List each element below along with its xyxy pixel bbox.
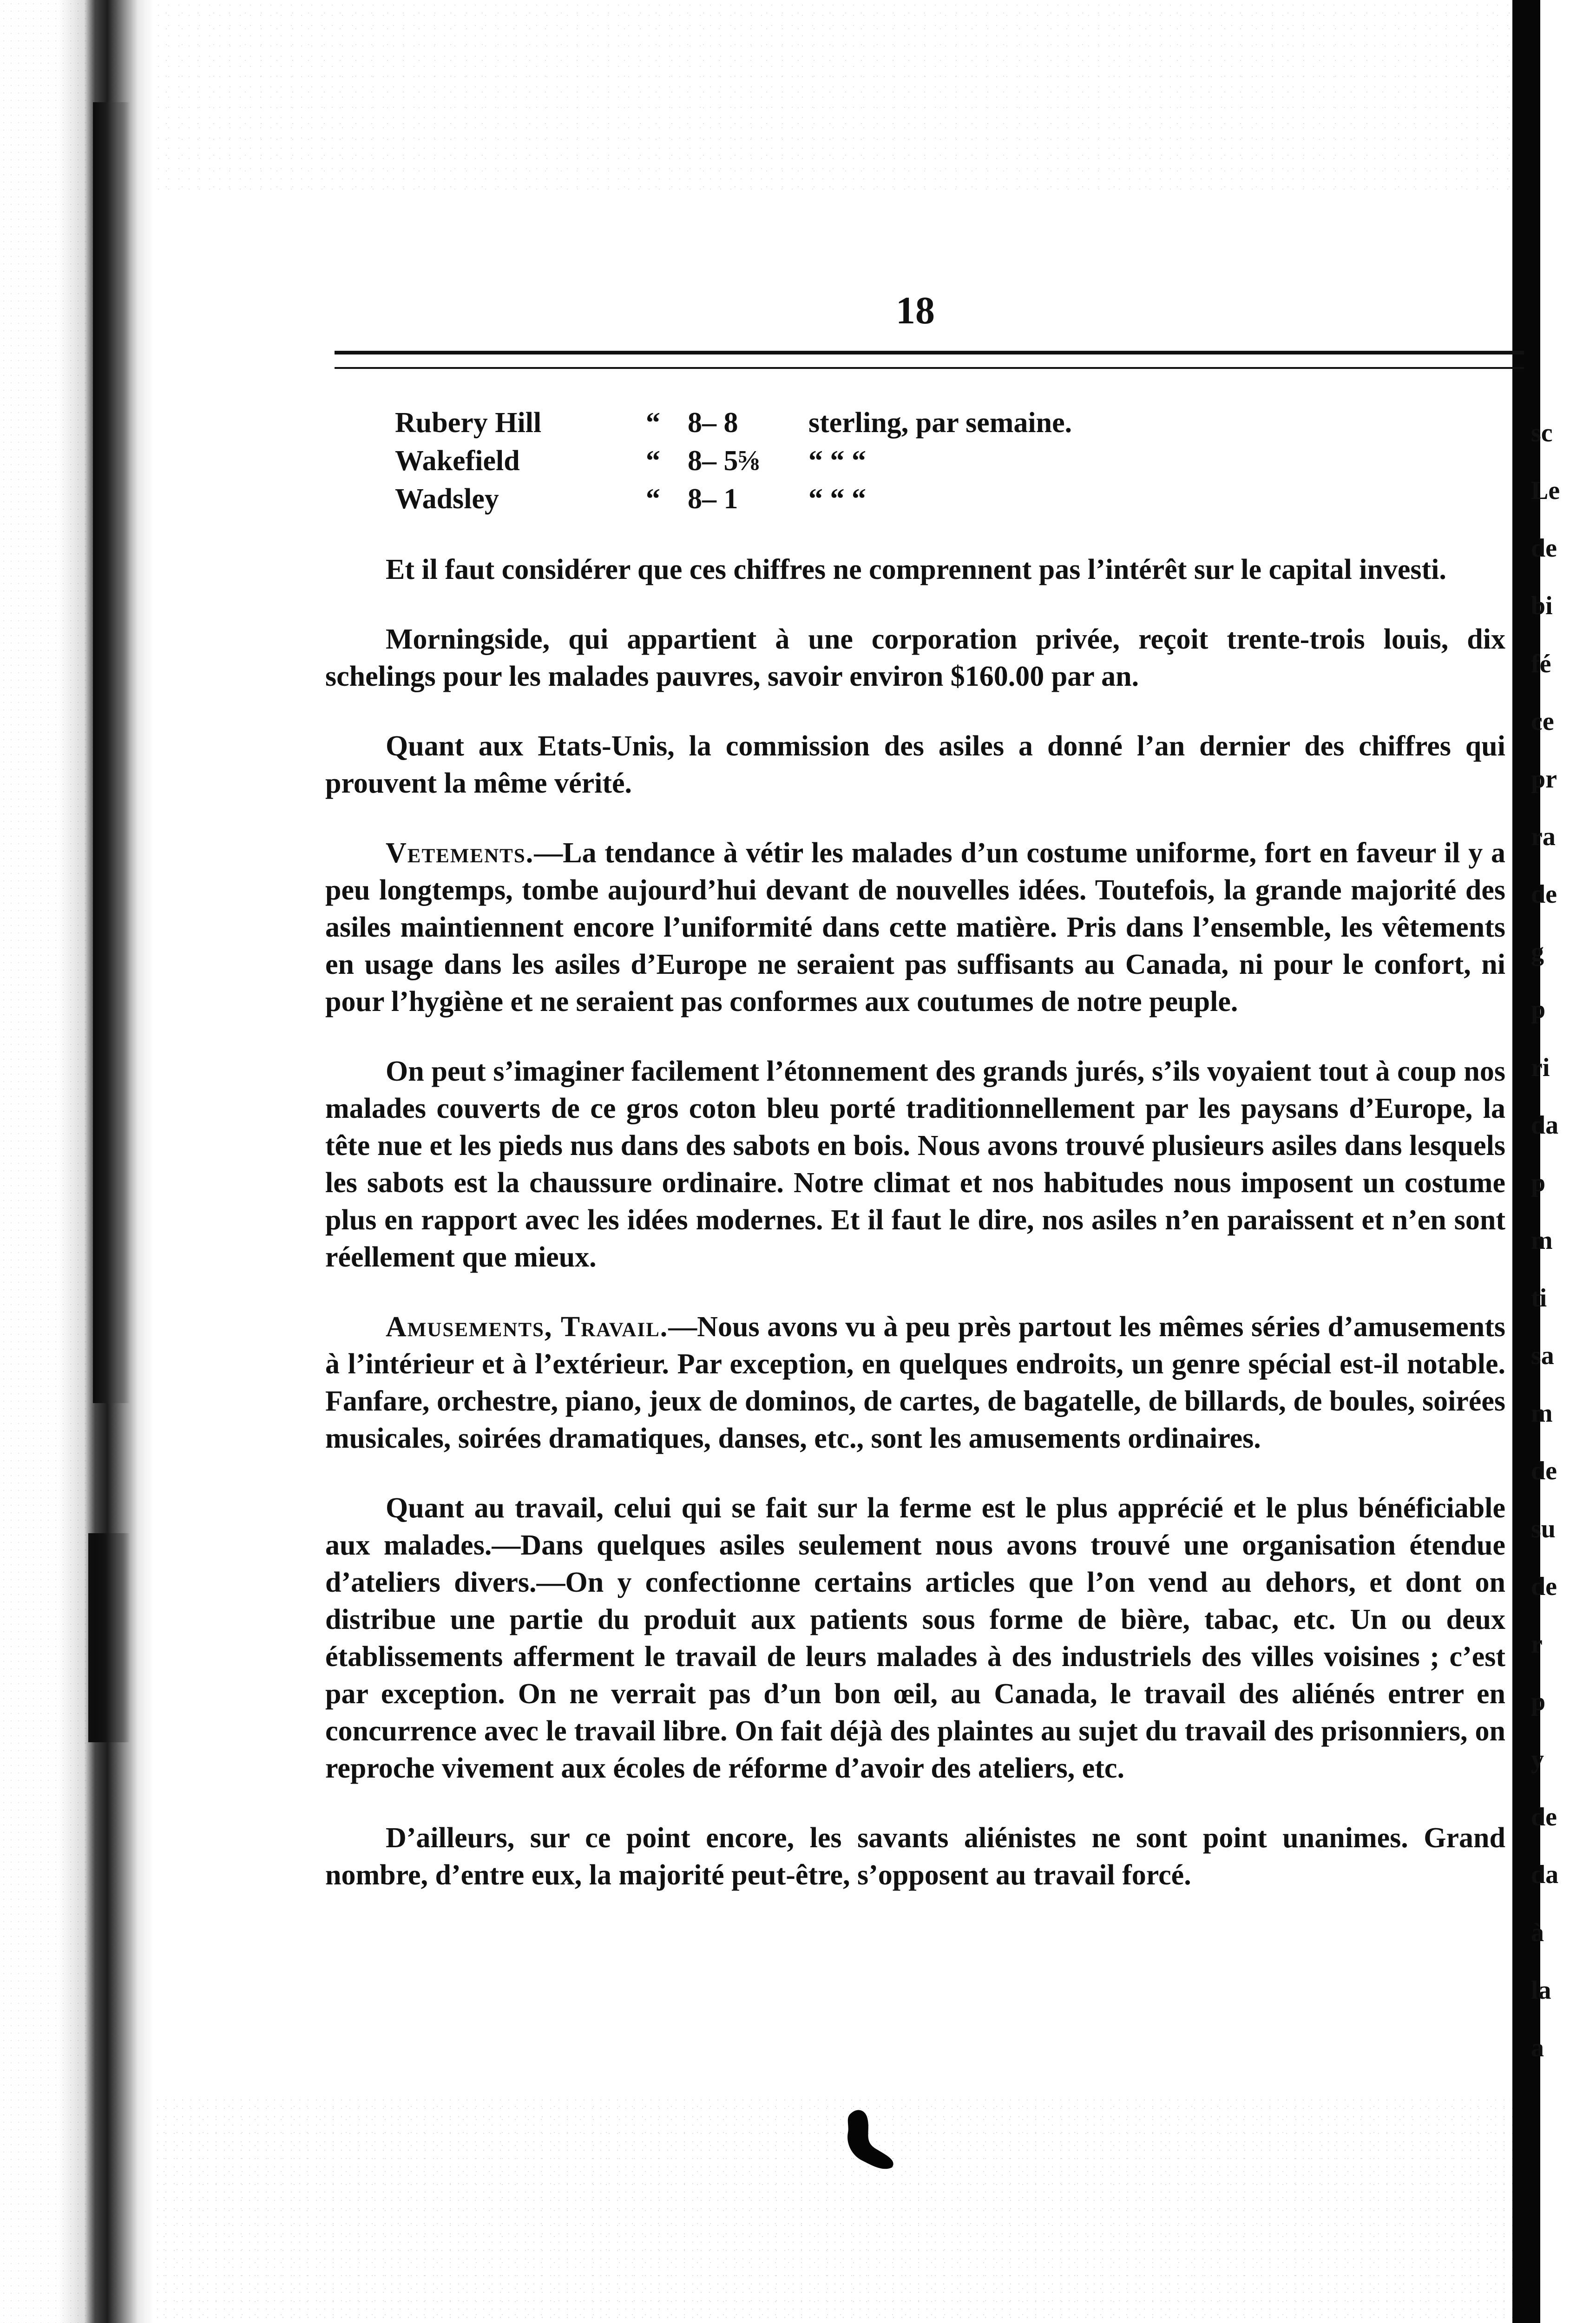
margin-fragment: à	[1531, 1918, 1544, 1947]
margin-fragment: p	[1531, 1687, 1546, 1716]
rate-amount: 8– 1	[688, 483, 738, 515]
margin-fragment: de	[1531, 1457, 1557, 1485]
margin-fragment: g	[1531, 938, 1544, 966]
rate-amount: 8– 5⅝	[688, 445, 760, 477]
ink-blot	[832, 2105, 901, 2174]
right-margin-fragments	[1522, 418, 1577, 2091]
page-body	[325, 395, 1505, 1894]
paragraph-morningside: Morningside, qui appartient à une corporation privée, reçoit trente-trois louis, dix schelings pour les malades pauvres, savoir environ $160.00 par an.	[325, 623, 1505, 692]
rate-name: Wakefield	[395, 445, 520, 477]
scan-noise-left	[0, 0, 121, 2323]
rate-row	[395, 442, 1505, 480]
margin-fragment: ra	[1531, 822, 1556, 851]
paragraph-etats-unis: Quant aux Etats-Unis, la commission des asiles a donné l’an dernier des chiffres qui prouvent la même vérité.	[325, 730, 1505, 799]
margin-fragment: p	[1531, 995, 1546, 1024]
scan-noise-top	[153, 0, 1512, 195]
margin-fragment: ri	[1531, 1053, 1550, 1082]
paragraph-alienistes: D’ailleurs, sur ce point encore, les savants aliénistes ne sont point unanimes. Grand nombre, d’entre eux, la majorité peut-être, s’opposent au travail forcé.	[325, 1822, 1505, 1891]
ditto-mark: “	[646, 407, 660, 439]
rate-row	[395, 404, 1505, 442]
rates-table	[395, 404, 1505, 518]
margin-fragment: sa	[1531, 1341, 1554, 1370]
rate-text: “ “ “	[808, 445, 866, 477]
margin-fragment: Le	[1531, 476, 1560, 505]
margin-fragment: sc	[1531, 419, 1553, 447]
margin-fragment: bi	[1531, 591, 1553, 620]
header-rule-thin	[335, 367, 1524, 369]
header-rule	[335, 351, 1524, 354]
rate-name: Wadsley	[395, 483, 499, 515]
paragraph-travail: Quant au travail, celui qui se fait sur la ferme est le plus apprécié et le plus bénéficiable aux malades.—Dans quelques asiles seulement nous avons trouvé une organisation étendue d’ateliers divers.—On y confectionne certains articles que l’on vend au dehors, et dont on distribue une partie du produit aux patients sous forme de bière, tabac, etc. Un ou deux établissements afferment le travail de leurs malades à des industriels des villes voisines ; c’est par exception. On ne verrait pas d’un bon œil, au Canada, le travail des aliénés entrer en concurrence avec le travail libre. On fait déjà des plaintes au sujet du travail des prisonniers, on reproche vivement aux écoles de réforme d’avoir des ateliers, etc.	[325, 1492, 1505, 1784]
margin-fragment: m	[1531, 1226, 1553, 1255]
margin-fragment: de	[1531, 534, 1557, 563]
paragraph-vetements-text: —La tendance à vétir les malades d’un costume uniforme, fort en faveur il y a peu longtemps, tombe aujourd’hui devant de nouvelles idées. Toutefois, la grande majorité des asiles maintiennent encore l’uniformité dans cette matière. Pris dans l’ensemble, les vêtements en usage dans les asiles d’Europe ne seraient pas suffisants au Canada, ni pour le confort, ni pour l’hygiène et ne seraient pas conformes aux coutumes de notre peuple.	[325, 837, 1505, 1017]
margin-fragment: y	[1531, 1745, 1544, 1774]
ditto-mark: “	[646, 445, 660, 477]
margin-fragment: ti	[1531, 1284, 1547, 1312]
rate-text: sterling, par semaine.	[808, 407, 1072, 439]
rate-amount: 8– 8	[688, 407, 738, 439]
paragraph-amusements-text: —Nous avons vu à peu près partout les mêmes séries d’amusements à l’intérieur et à l’extérieur. Par exception, en quelques endroits, un genre spécial est-il notable. Fanfare, orchestre, piano, jeux de dominos, de cartes, de bagatelle, de billards, de boules, soirées musicales, soirées dramatiques, danses, etc., sont les amusements ordinaires.	[325, 1311, 1505, 1454]
rate-text: “ “ “	[808, 483, 866, 515]
ditto-mark: “	[646, 483, 660, 515]
paragraph-jures: On peut s’imaginer facilement l’étonnement des grands jurés, s’ils voyaient tout à coup nos malades couverts de ce gros coton bleu porté traditionnellement par les paysans d’Europe, la tête nue et les pieds nus dans des sabots en bois. Nous avons trouvé plusieurs asiles dans lesquels les sabots est la chaussure ordinaire. Notre climat et nos habitudes nous imposent un costume plus en rapport avec les idées modernes. Et il faut le dire, nos asiles n’en paraissent et n’en sont réellement que mieux.	[325, 1056, 1505, 1273]
margin-fragment: de	[1531, 1572, 1557, 1601]
margin-fragment: a	[1531, 2034, 1544, 2062]
section-heading-vetements: Vetements.	[386, 837, 534, 869]
margin-fragment: su	[1531, 1515, 1556, 1543]
margin-fragment: p	[1531, 1168, 1546, 1197]
margin-fragment: da	[1531, 1111, 1559, 1140]
margin-fragment: de	[1531, 1803, 1557, 1831]
page-number: 18	[896, 289, 935, 332]
margin-fragment: r	[1531, 1630, 1543, 1659]
paragraph-capital: Et il faut considérer que ces chiffres ne comprennent pas l’intérêt sur le capital investi.	[386, 554, 1446, 585]
margin-fragment: da	[1531, 1860, 1559, 1889]
paragraph-vetements	[325, 834, 1505, 1020]
margin-fragment: fé	[1531, 650, 1551, 678]
margin-fragment: m	[1531, 1399, 1553, 1428]
rate-row	[395, 480, 1505, 518]
section-heading-amusements: Amusements, Travail.	[386, 1311, 669, 1343]
margin-fragment: ce	[1531, 707, 1554, 736]
margin-fragment: pr	[1531, 765, 1557, 794]
rate-name: Rubery Hill	[395, 407, 542, 439]
margin-fragment: la	[1531, 1976, 1551, 2005]
margin-fragment: de	[1531, 880, 1557, 909]
paragraph-amusements	[325, 1308, 1505, 1457]
